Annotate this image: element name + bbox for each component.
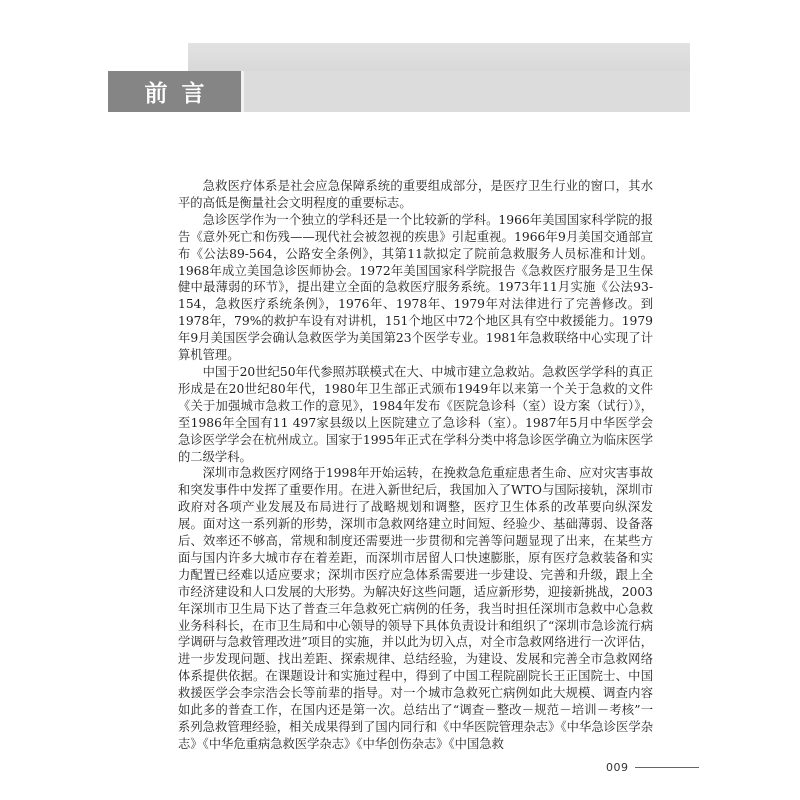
paragraph: 深圳市急救医疗网络于1998年开始运转，在挽救急危重症患者生命、应对灾害事故和突发事件中发挥了重要作用。在进入新世纪后，我国加入了WTO与国际接轨，深圳市政府对各项产业发展及布局进行了战略规划和调整，医疗卫生体系的改革要向纵深发展。面对这一系列新的形势，深圳市急救网络建立时间短、经验少、基础薄弱、设备落后、效率还不够高，常规和制度还需要进一步贯彻和完善等问题显现了出来，在某些方面与国内许多大城市存在着差距，而深圳市居留人口快速膨胀，原有医疗急救装备和实力配置已经难以适应要求；深圳市医疗应急体系需要进一步建设、完善和升级，跟上全市经济建设和人口发展的大形势。为解决好这些问题，适应新形势，迎接新挑战，2003年深圳市卫生局下达了普查三年急救死亡病例的任务，我当时担任深圳市急救中心急救业务科科长，在市卫生局和中心领导的领导下具体负责设计和组织了“深圳市急诊流行病学调研与急救管理改进”项目的实施，并以此为切入点，对全市急救网络进行一次评估，进一步发现问题、找出差距、探索规律、总结经验，为建设、发展和完善全市急救网络体系提供依据。在课题设计和实施过程中，得到了中国工程院副院长王正国院士、中国救援医学会李宗浩会长等前辈的指导。对一个城市急救死亡病例如此大规模、调查内容如此多的普查工作，在国内还是第一次。总结出了“调查－整改－规范－培训－考核”一系列急救管理经验，相关成果得到了国内同行和《中华医院管理杂志》《中华急诊医学杂志》《中华危重病急救医学杂志》《中华创伤杂志》《中国急救	[178, 466, 653, 751]
page-title: 前言	[144, 81, 219, 107]
footer-rule	[635, 767, 699, 768]
page-footer	[606, 761, 699, 774]
body-text	[178, 178, 653, 753]
paragraph: 中国于20世纪50年代参照苏联模式在大、中城市建立急救站。急救医学学科的真正形成是在20世纪80年代，1980年卫生部正式颁布1949年以来第一个关于急救的文件《关于加强城市急救工作的意见》，1984年发布《医院急诊科（室）设方案（试行）》，至1986年全国有11 497家县级以上医院建立了急诊科（室）。1987年5月中华医学会急诊医学学会在杭州成立。国家于1995年正式在学科分类中将急诊医学确立为临床医学的二级学科。	[178, 364, 653, 464]
paragraph: 急诊医学作为一个独立的学科还是一个比较新的学科。1966年美国国家科学院的报告《意外死亡和伤残——现代社会被忽视的疾患》引起重视。1966年9月美国交通部宣布《公法89-564，公路安全条例》，其第11款拟定了院前急救服务人员标准和计划。1968年成立美国急诊医师协会。1972年美国国家科学院报告《急救医疗服务是卫生保健中最薄弱的环节》，提出建立全面的急救医疗服务系统。1973年11月实施《公法93-154，急救医疗系统条例》，1976年、1978年、1979年对法律进行了完善修改。到1978年，79%的救护车设有对讲机，151个地区中72个地区具有空中救援能力。1979年9月美国医学会确认急救医学为美国第23个医学专业。1981年急救联络中心实现了计算机管理。	[178, 212, 653, 363]
page-number: 009	[606, 761, 629, 774]
title-box	[108, 71, 244, 112]
paragraph: 急救医疗体系是社会应急保障系统的重要组成部分，是医疗卫生行业的窗口，其水平的高低是衡量社会文明程度的重要标志。	[178, 179, 653, 210]
